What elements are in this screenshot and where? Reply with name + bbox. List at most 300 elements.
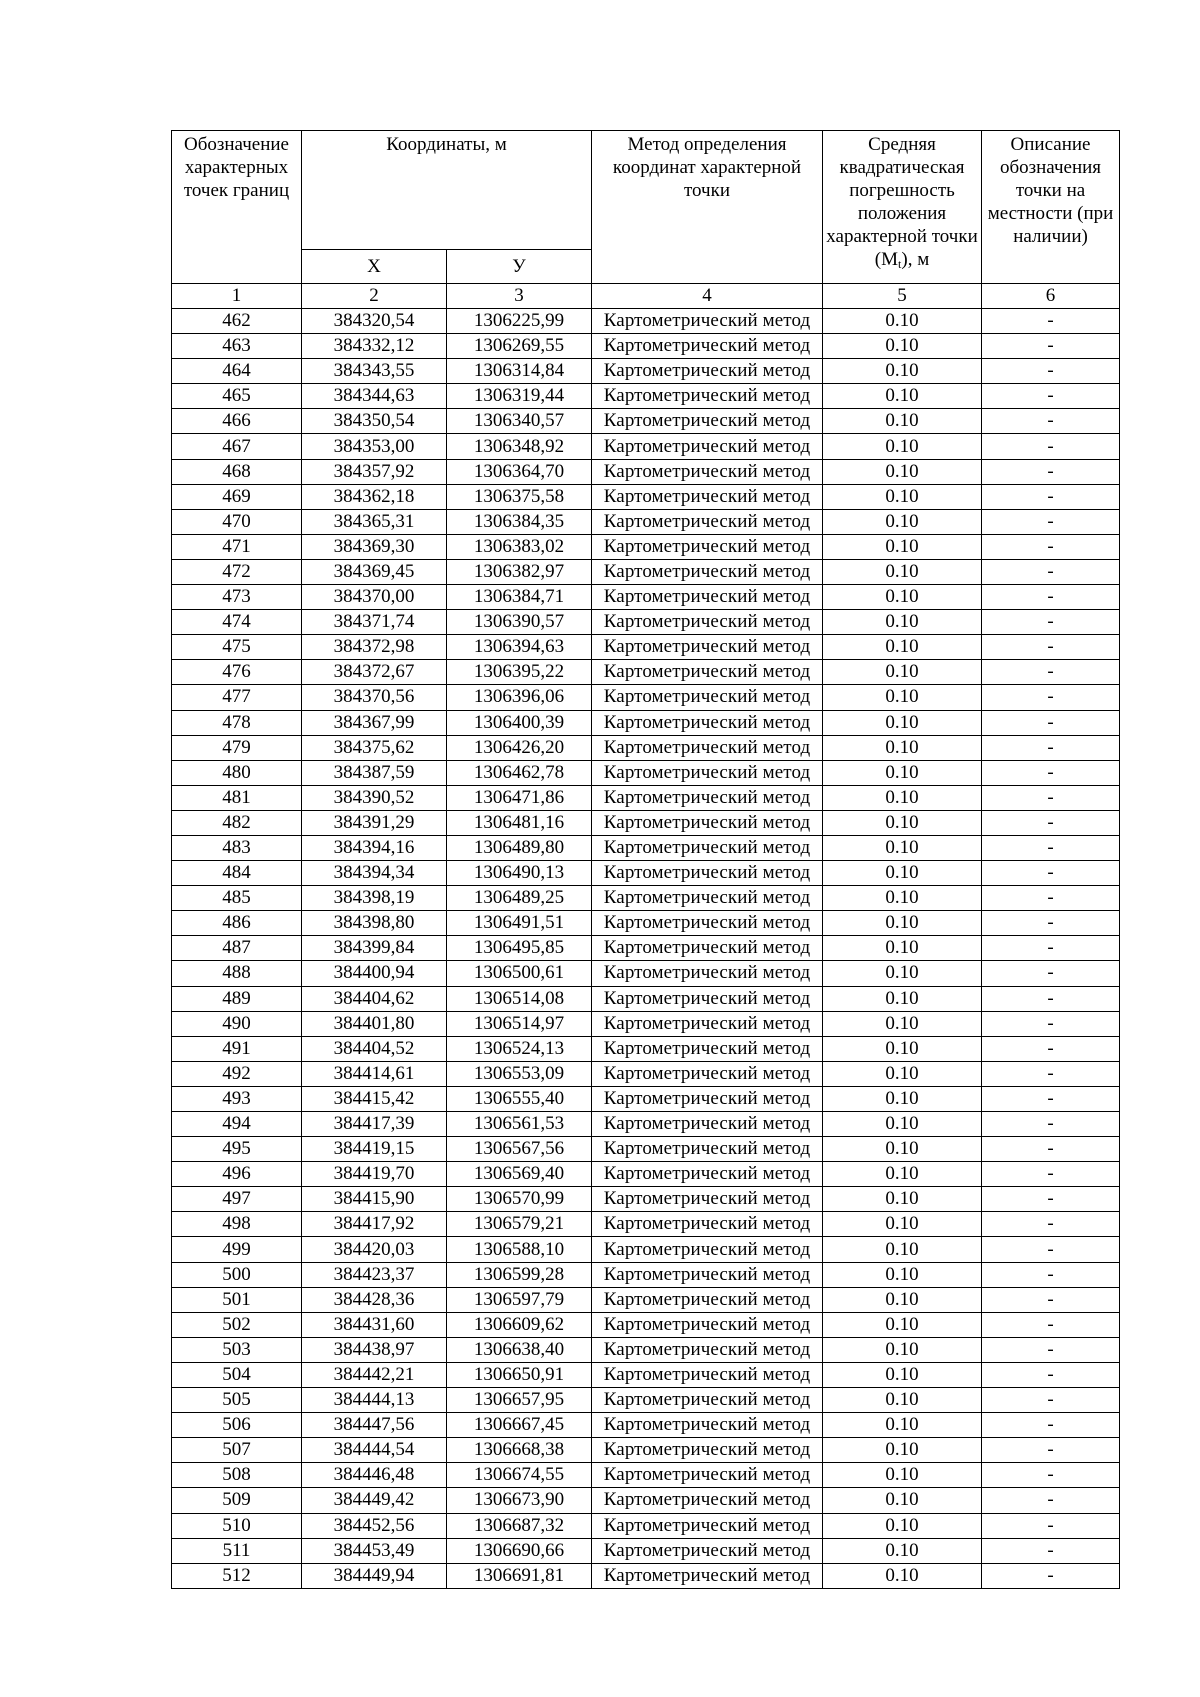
method-cell: Картометрический метод	[592, 1362, 823, 1387]
point-number-cell: 476	[172, 660, 302, 685]
table-row	[172, 785, 1120, 810]
table-row	[172, 1212, 1120, 1237]
y-coordinate-cell: 1306383,02	[447, 534, 592, 559]
x-coordinate-cell: 384414,61	[302, 1061, 447, 1086]
point-number-cell: 492	[172, 1061, 302, 1086]
description-cell: -	[982, 1388, 1120, 1413]
point-number-cell: 495	[172, 1137, 302, 1162]
description-cell: -	[982, 1187, 1120, 1212]
y-coordinate-cell: 1306650,91	[447, 1362, 592, 1387]
table-row	[172, 1262, 1120, 1287]
method-cell: Картометрический метод	[592, 1162, 823, 1187]
description-cell: -	[982, 835, 1120, 860]
point-number-cell: 489	[172, 986, 302, 1011]
x-coordinate-cell: 384372,98	[302, 635, 447, 660]
point-number-cell: 504	[172, 1362, 302, 1387]
error-cell: 0.10	[823, 509, 982, 534]
table-row	[172, 735, 1120, 760]
x-coordinate-cell: 384367,99	[302, 710, 447, 735]
error-cell: 0.10	[823, 1287, 982, 1312]
y-coordinate-cell: 1306364,70	[447, 459, 592, 484]
x-coordinate-cell: 384431,60	[302, 1312, 447, 1337]
error-cell: 0.10	[823, 1488, 982, 1513]
description-cell: -	[982, 1337, 1120, 1362]
x-coordinate-cell: 384357,92	[302, 459, 447, 484]
x-coordinate-cell: 384438,97	[302, 1337, 447, 1362]
header-x: X	[302, 250, 447, 284]
method-cell: Картометрический метод	[592, 1438, 823, 1463]
y-coordinate-cell: 1306481,16	[447, 810, 592, 835]
y-coordinate-cell: 1306570,99	[447, 1187, 592, 1212]
x-coordinate-cell: 384417,92	[302, 1212, 447, 1237]
description-cell: -	[982, 1011, 1120, 1036]
point-number-cell: 475	[172, 635, 302, 660]
method-cell: Картометрический метод	[592, 735, 823, 760]
description-cell: -	[982, 1312, 1120, 1337]
header-mean-square-error	[823, 131, 982, 284]
point-number-cell: 494	[172, 1112, 302, 1137]
description-cell: -	[982, 1538, 1120, 1563]
description-cell: -	[982, 810, 1120, 835]
column-number: 5	[823, 284, 982, 309]
column-number: 2	[302, 284, 447, 309]
point-number-cell: 478	[172, 710, 302, 735]
error-cell: 0.10	[823, 1137, 982, 1162]
error-cell: 0.10	[823, 986, 982, 1011]
error-cell: 0.10	[823, 1212, 982, 1237]
point-number-cell: 507	[172, 1438, 302, 1463]
point-number-cell: 467	[172, 434, 302, 459]
method-cell: Картометрический метод	[592, 1086, 823, 1111]
method-cell: Картометрический метод	[592, 409, 823, 434]
table-row	[172, 886, 1120, 911]
y-coordinate-cell: 1306673,90	[447, 1488, 592, 1513]
error-cell: 0.10	[823, 685, 982, 710]
table-row	[172, 1187, 1120, 1212]
method-cell: Картометрический метод	[592, 1036, 823, 1061]
y-coordinate-cell: 1306384,71	[447, 585, 592, 610]
table-row	[172, 585, 1120, 610]
table-row	[172, 1137, 1120, 1162]
table-row	[172, 1061, 1120, 1086]
error-cell: 0.10	[823, 534, 982, 559]
error-cell: 0.10	[823, 861, 982, 886]
column-number: 3	[447, 284, 592, 309]
point-number-cell: 469	[172, 484, 302, 509]
method-cell: Картометрический метод	[592, 459, 823, 484]
y-coordinate-cell: 1306561,53	[447, 1112, 592, 1137]
point-number-cell: 463	[172, 334, 302, 359]
description-cell: -	[982, 1362, 1120, 1387]
method-cell: Картометрический метод	[592, 961, 823, 986]
description-cell: -	[982, 1413, 1120, 1438]
y-coordinate-cell: 1306514,08	[447, 986, 592, 1011]
error-cell: 0.10	[823, 911, 982, 936]
error-cell: 0.10	[823, 1538, 982, 1563]
method-cell: Картометрический метод	[592, 1413, 823, 1438]
table-row	[172, 1112, 1120, 1137]
method-cell: Картометрический метод	[592, 1212, 823, 1237]
table-row	[172, 409, 1120, 434]
y-coordinate-cell: 1306225,99	[447, 309, 592, 334]
y-coordinate-cell: 1306524,13	[447, 1036, 592, 1061]
error-cell: 0.10	[823, 1362, 982, 1387]
y-coordinate-cell: 1306491,51	[447, 911, 592, 936]
y-coordinate-cell: 1306426,20	[447, 735, 592, 760]
x-coordinate-cell: 384350,54	[302, 409, 447, 434]
y-coordinate-cell: 1306668,38	[447, 1438, 592, 1463]
y-coordinate-cell: 1306471,86	[447, 785, 592, 810]
y-coordinate-cell: 1306382,97	[447, 559, 592, 584]
method-cell: Картометрический метод	[592, 309, 823, 334]
y-coordinate-cell: 1306390,57	[447, 610, 592, 635]
table-row	[172, 660, 1120, 685]
table-row	[172, 434, 1120, 459]
y-coordinate-cell: 1306462,78	[447, 760, 592, 785]
x-coordinate-cell: 384394,16	[302, 835, 447, 860]
description-cell: -	[982, 735, 1120, 760]
description-cell: -	[982, 760, 1120, 785]
error-cell: 0.10	[823, 359, 982, 384]
y-coordinate-cell: 1306687,32	[447, 1513, 592, 1538]
method-cell: Картометрический метод	[592, 434, 823, 459]
y-coordinate-cell: 1306490,13	[447, 861, 592, 886]
x-coordinate-cell: 384417,39	[302, 1112, 447, 1137]
table-row	[172, 1488, 1120, 1513]
y-coordinate-cell: 1306667,45	[447, 1413, 592, 1438]
y-coordinate-cell: 1306394,63	[447, 635, 592, 660]
table-row	[172, 534, 1120, 559]
x-coordinate-cell: 384453,49	[302, 1538, 447, 1563]
point-number-cell: 509	[172, 1488, 302, 1513]
y-coordinate-cell: 1306500,61	[447, 961, 592, 986]
header-coordinates: Координаты, м	[302, 131, 592, 250]
method-cell: Картометрический метод	[592, 1488, 823, 1513]
x-coordinate-cell: 384370,00	[302, 585, 447, 610]
method-cell: Картометрический метод	[592, 359, 823, 384]
x-coordinate-cell: 384372,67	[302, 660, 447, 685]
method-cell: Картометрический метод	[592, 911, 823, 936]
y-coordinate-cell: 1306579,21	[447, 1212, 592, 1237]
table-row	[172, 1036, 1120, 1061]
description-cell: -	[982, 309, 1120, 334]
table-row	[172, 334, 1120, 359]
x-coordinate-cell: 384320,54	[302, 309, 447, 334]
error-cell: 0.10	[823, 735, 982, 760]
y-coordinate-cell: 1306314,84	[447, 359, 592, 384]
description-cell: -	[982, 1287, 1120, 1312]
method-cell: Картометрический метод	[592, 1011, 823, 1036]
x-coordinate-cell: 384442,21	[302, 1362, 447, 1387]
point-number-cell: 503	[172, 1337, 302, 1362]
table-row	[172, 1513, 1120, 1538]
description-cell: -	[982, 1438, 1120, 1463]
error-cell: 0.10	[823, 760, 982, 785]
description-cell: -	[982, 585, 1120, 610]
method-cell: Картометрический метод	[592, 1112, 823, 1137]
point-number-cell: 510	[172, 1513, 302, 1538]
y-coordinate-cell: 1306340,57	[447, 409, 592, 434]
table-row	[172, 459, 1120, 484]
x-coordinate-cell: 384452,56	[302, 1513, 447, 1538]
method-cell: Картометрический метод	[592, 810, 823, 835]
error-cell: 0.10	[823, 1086, 982, 1111]
point-number-cell: 488	[172, 961, 302, 986]
x-coordinate-cell: 384449,94	[302, 1563, 447, 1588]
table-row	[172, 1388, 1120, 1413]
point-number-cell: 466	[172, 409, 302, 434]
x-coordinate-cell: 384423,37	[302, 1262, 447, 1287]
description-cell: -	[982, 1162, 1120, 1187]
point-number-cell: 477	[172, 685, 302, 710]
x-coordinate-cell: 384401,80	[302, 1011, 447, 1036]
method-cell: Картометрический метод	[592, 1262, 823, 1287]
x-coordinate-cell: 384404,52	[302, 1036, 447, 1061]
point-number-cell: 472	[172, 559, 302, 584]
x-coordinate-cell: 384415,90	[302, 1187, 447, 1212]
description-cell: -	[982, 1036, 1120, 1061]
description-cell: -	[982, 1513, 1120, 1538]
description-cell: -	[982, 1488, 1120, 1513]
point-number-cell: 480	[172, 760, 302, 785]
description-cell: -	[982, 559, 1120, 584]
column-number: 1	[172, 284, 302, 309]
x-coordinate-cell: 384400,94	[302, 961, 447, 986]
table-row	[172, 559, 1120, 584]
method-cell: Картометрический метод	[592, 585, 823, 610]
y-coordinate-cell: 1306495,85	[447, 936, 592, 961]
y-coordinate-cell: 1306597,79	[447, 1287, 592, 1312]
description-cell: -	[982, 785, 1120, 810]
table-row	[172, 1362, 1120, 1387]
description-cell: -	[982, 710, 1120, 735]
method-cell: Картометрический метод	[592, 384, 823, 409]
error-cell: 0.10	[823, 334, 982, 359]
description-cell: -	[982, 434, 1120, 459]
x-coordinate-cell: 384365,31	[302, 509, 447, 534]
description-cell: -	[982, 1262, 1120, 1287]
point-number-cell: 486	[172, 911, 302, 936]
description-cell: -	[982, 660, 1120, 685]
y-coordinate-cell: 1306567,56	[447, 1137, 592, 1162]
error-cell: 0.10	[823, 459, 982, 484]
point-number-cell: 508	[172, 1463, 302, 1488]
point-number-cell: 474	[172, 610, 302, 635]
header-method: Метод определения координат характерной точки	[592, 131, 823, 284]
table-row	[172, 961, 1120, 986]
x-coordinate-cell: 384391,29	[302, 810, 447, 835]
y-coordinate-cell: 1306553,09	[447, 1061, 592, 1086]
point-number-cell: 483	[172, 835, 302, 860]
error-cell: 0.10	[823, 810, 982, 835]
description-cell: -	[982, 986, 1120, 1011]
table-row	[172, 861, 1120, 886]
description-cell: -	[982, 1237, 1120, 1262]
description-cell: -	[982, 1563, 1120, 1588]
table-row	[172, 509, 1120, 534]
point-number-cell: 490	[172, 1011, 302, 1036]
description-cell: -	[982, 911, 1120, 936]
x-coordinate-cell: 384444,54	[302, 1438, 447, 1463]
column-number: 4	[592, 284, 823, 309]
y-coordinate-cell: 1306657,95	[447, 1388, 592, 1413]
table-row	[172, 1237, 1120, 1262]
error-cell: 0.10	[823, 559, 982, 584]
table-row	[172, 1438, 1120, 1463]
y-coordinate-cell: 1306396,06	[447, 685, 592, 710]
method-cell: Картометрический метод	[592, 710, 823, 735]
point-number-cell: 473	[172, 585, 302, 610]
error-cell: 0.10	[823, 785, 982, 810]
description-cell: -	[982, 484, 1120, 509]
x-coordinate-cell: 384446,48	[302, 1463, 447, 1488]
description-cell: -	[982, 1212, 1120, 1237]
header-description: Описание обозначения точки на местности (при наличии)	[982, 131, 1120, 284]
x-coordinate-cell: 384362,18	[302, 484, 447, 509]
method-cell: Картометрический метод	[592, 1061, 823, 1086]
error-cell: 0.10	[823, 1463, 982, 1488]
y-coordinate-cell: 1306489,25	[447, 886, 592, 911]
table-row	[172, 1337, 1120, 1362]
x-coordinate-cell: 384415,42	[302, 1086, 447, 1111]
table-row	[172, 986, 1120, 1011]
point-number-cell: 484	[172, 861, 302, 886]
method-cell: Картометрический метод	[592, 785, 823, 810]
y-coordinate-cell: 1306375,58	[447, 484, 592, 509]
x-coordinate-cell: 384398,19	[302, 886, 447, 911]
header-mse-main: Средняя квадратическая погрешность положения характерной точки (M	[826, 134, 978, 270]
x-coordinate-cell: 384343,55	[302, 359, 447, 384]
point-number-cell: 502	[172, 1312, 302, 1337]
table-row	[172, 760, 1120, 785]
method-cell: Картометрический метод	[592, 861, 823, 886]
table-row	[172, 810, 1120, 835]
x-coordinate-cell: 384394,34	[302, 861, 447, 886]
table-row	[172, 1011, 1120, 1036]
table-row	[172, 1312, 1120, 1337]
description-cell: -	[982, 409, 1120, 434]
description-cell: -	[982, 1463, 1120, 1488]
point-number-cell: 500	[172, 1262, 302, 1287]
table-row	[172, 685, 1120, 710]
error-cell: 0.10	[823, 1312, 982, 1337]
method-cell: Картометрический метод	[592, 1388, 823, 1413]
description-cell: -	[982, 610, 1120, 635]
point-number-cell: 479	[172, 735, 302, 760]
error-cell: 0.10	[823, 1438, 982, 1463]
description-cell: -	[982, 961, 1120, 986]
y-coordinate-cell: 1306691,81	[447, 1563, 592, 1588]
description-cell: -	[982, 534, 1120, 559]
error-cell: 0.10	[823, 1237, 982, 1262]
x-coordinate-cell: 384420,03	[302, 1237, 447, 1262]
method-cell: Картометрический метод	[592, 334, 823, 359]
error-cell: 0.10	[823, 610, 982, 635]
x-coordinate-cell: 384344,63	[302, 384, 447, 409]
error-cell: 0.10	[823, 1413, 982, 1438]
description-cell: -	[982, 936, 1120, 961]
y-coordinate-cell: 1306569,40	[447, 1162, 592, 1187]
point-number-cell: 462	[172, 309, 302, 334]
method-cell: Картометрический метод	[592, 534, 823, 559]
error-cell: 0.10	[823, 635, 982, 660]
description-cell: -	[982, 334, 1120, 359]
point-number-cell: 505	[172, 1388, 302, 1413]
table-row	[172, 309, 1120, 334]
description-cell: -	[982, 384, 1120, 409]
description-cell: -	[982, 359, 1120, 384]
table-row	[172, 484, 1120, 509]
header-mse-subscript: t	[898, 257, 902, 271]
y-coordinate-cell: 1306319,44	[447, 384, 592, 409]
method-cell: Картометрический метод	[592, 760, 823, 785]
table-row	[172, 710, 1120, 735]
point-number-cell: 487	[172, 936, 302, 961]
method-cell: Картометрический метод	[592, 509, 823, 534]
table-row	[172, 835, 1120, 860]
x-coordinate-cell: 384447,56	[302, 1413, 447, 1438]
point-number-cell: 496	[172, 1162, 302, 1187]
point-number-cell: 481	[172, 785, 302, 810]
y-coordinate-cell: 1306674,55	[447, 1463, 592, 1488]
method-cell: Картометрический метод	[592, 1563, 823, 1588]
point-number-cell: 493	[172, 1086, 302, 1111]
error-cell: 0.10	[823, 886, 982, 911]
error-cell: 0.10	[823, 484, 982, 509]
method-cell: Картометрический метод	[592, 1513, 823, 1538]
table-row	[172, 1538, 1120, 1563]
error-cell: 0.10	[823, 710, 982, 735]
y-coordinate-cell: 1306400,39	[447, 710, 592, 735]
method-cell: Картометрический метод	[592, 1137, 823, 1162]
x-coordinate-cell: 384370,56	[302, 685, 447, 710]
x-coordinate-cell: 384353,00	[302, 434, 447, 459]
header-y: У	[447, 250, 592, 284]
method-cell: Картометрический метод	[592, 1237, 823, 1262]
error-cell: 0.10	[823, 1112, 982, 1137]
table-row	[172, 936, 1120, 961]
description-cell: -	[982, 1112, 1120, 1137]
point-number-cell: 511	[172, 1538, 302, 1563]
table-row	[172, 384, 1120, 409]
y-coordinate-cell: 1306599,28	[447, 1262, 592, 1287]
x-coordinate-cell: 384369,30	[302, 534, 447, 559]
error-cell: 0.10	[823, 1162, 982, 1187]
x-coordinate-cell: 384375,62	[302, 735, 447, 760]
error-cell: 0.10	[823, 1563, 982, 1588]
method-cell: Картометрический метод	[592, 1287, 823, 1312]
y-coordinate-cell: 1306555,40	[447, 1086, 592, 1111]
x-coordinate-cell: 384398,80	[302, 911, 447, 936]
description-cell: -	[982, 1086, 1120, 1111]
header-point-designation: Обозначение характерных точек границ	[172, 131, 302, 284]
error-cell: 0.10	[823, 434, 982, 459]
method-cell: Картометрический метод	[592, 1312, 823, 1337]
description-cell: -	[982, 886, 1120, 911]
point-number-cell: 506	[172, 1413, 302, 1438]
point-number-cell: 464	[172, 359, 302, 384]
table-row	[172, 1413, 1120, 1438]
table-header	[172, 131, 1120, 309]
method-cell: Картометрический метод	[592, 1337, 823, 1362]
y-coordinate-cell: 1306269,55	[447, 334, 592, 359]
y-coordinate-cell: 1306395,22	[447, 660, 592, 685]
error-cell: 0.10	[823, 1513, 982, 1538]
point-number-cell: 512	[172, 1563, 302, 1588]
table-row	[172, 1086, 1120, 1111]
method-cell: Картометрический метод	[592, 610, 823, 635]
table-body	[172, 309, 1120, 1589]
